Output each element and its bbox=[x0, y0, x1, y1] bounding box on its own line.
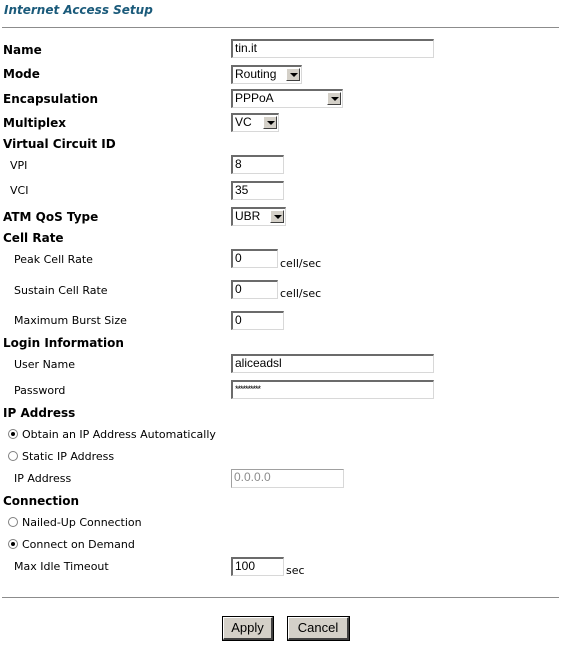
ip-auto-label: Obtain an IP Address Automatically bbox=[22, 428, 216, 441]
vcid-label: Virtual Circuit ID bbox=[3, 137, 116, 151]
cell-rate-label: Cell Rate bbox=[3, 231, 64, 245]
ip-static-label: Static IP Address bbox=[22, 450, 115, 463]
nailed-up-radio[interactable] bbox=[8, 517, 18, 527]
max-idle-input[interactable]: 100 bbox=[231, 557, 284, 576]
sustain-unit: cell/sec bbox=[280, 287, 322, 300]
password-input[interactable]: ********** bbox=[231, 380, 434, 399]
vci-input[interactable]: 35 bbox=[231, 181, 284, 200]
encapsulation-select-value: PPPoA bbox=[235, 91, 274, 105]
max-idle-label: Max Idle Timeout bbox=[14, 560, 109, 573]
username-input[interactable]: aliceadsl bbox=[231, 354, 434, 373]
mode-select-value: Routing bbox=[235, 67, 277, 81]
max-idle-unit: sec bbox=[286, 564, 305, 577]
mode-select[interactable] bbox=[231, 65, 302, 84]
chevron-down-icon[interactable] bbox=[270, 210, 284, 223]
max-burst-input[interactable]: 0 bbox=[231, 311, 284, 330]
peak-unit: cell/sec bbox=[280, 257, 322, 270]
vpi-label: VPI bbox=[10, 159, 28, 172]
encapsulation-select[interactable] bbox=[231, 89, 343, 108]
connection-label: Connection bbox=[3, 494, 80, 508]
vpi-input[interactable]: 8 bbox=[231, 155, 284, 174]
page-title: Internet Access Setup bbox=[4, 3, 153, 17]
vci-label: VCI bbox=[10, 184, 29, 197]
ip-section-label: IP Address bbox=[3, 406, 76, 420]
sustain-cell-rate-input[interactable]: 0 bbox=[231, 280, 278, 299]
sustain-cell-rate-label: Sustain Cell Rate bbox=[14, 284, 108, 297]
max-burst-label: Maximum Burst Size bbox=[14, 314, 127, 327]
connect-on-demand-radio[interactable] bbox=[8, 539, 18, 549]
connect-on-demand-label: Connect on Demand bbox=[22, 538, 135, 551]
username-label: User Name bbox=[14, 358, 76, 371]
qos-select[interactable] bbox=[231, 207, 286, 226]
password-label: Password bbox=[14, 384, 66, 397]
mode-label: Mode bbox=[3, 67, 40, 81]
chevron-down-icon[interactable] bbox=[263, 116, 277, 129]
cancel-button[interactable]: Cancel bbox=[288, 617, 349, 640]
encapsulation-label: Encapsulation bbox=[3, 92, 99, 106]
chevron-down-icon[interactable] bbox=[327, 92, 341, 105]
multiplex-select[interactable] bbox=[231, 113, 279, 132]
login-label: Login Information bbox=[3, 336, 124, 350]
ip-static-radio[interactable] bbox=[8, 451, 18, 461]
multiplex-label: Multiplex bbox=[3, 116, 67, 130]
ip-auto-radio[interactable] bbox=[8, 429, 18, 439]
nailed-up-label: Nailed-Up Connection bbox=[22, 516, 142, 529]
name-label: Name bbox=[3, 43, 42, 57]
qos-label: ATM QoS Type bbox=[3, 210, 99, 224]
bottom-divider bbox=[2, 597, 559, 599]
multiplex-select-value: VC bbox=[235, 115, 252, 129]
ip-address-label: IP Address bbox=[14, 472, 72, 485]
peak-cell-rate-input[interactable]: 0 bbox=[231, 249, 278, 268]
qos-select-value: UBR bbox=[235, 209, 261, 223]
name-input[interactable]: tin.it bbox=[231, 39, 434, 58]
top-divider bbox=[2, 27, 559, 29]
apply-button[interactable]: Apply bbox=[223, 617, 273, 640]
peak-cell-rate-label: Peak Cell Rate bbox=[14, 253, 93, 266]
chevron-down-icon[interactable] bbox=[286, 68, 300, 81]
ip-address-input[interactable]: 0.0.0.0 bbox=[231, 469, 344, 488]
